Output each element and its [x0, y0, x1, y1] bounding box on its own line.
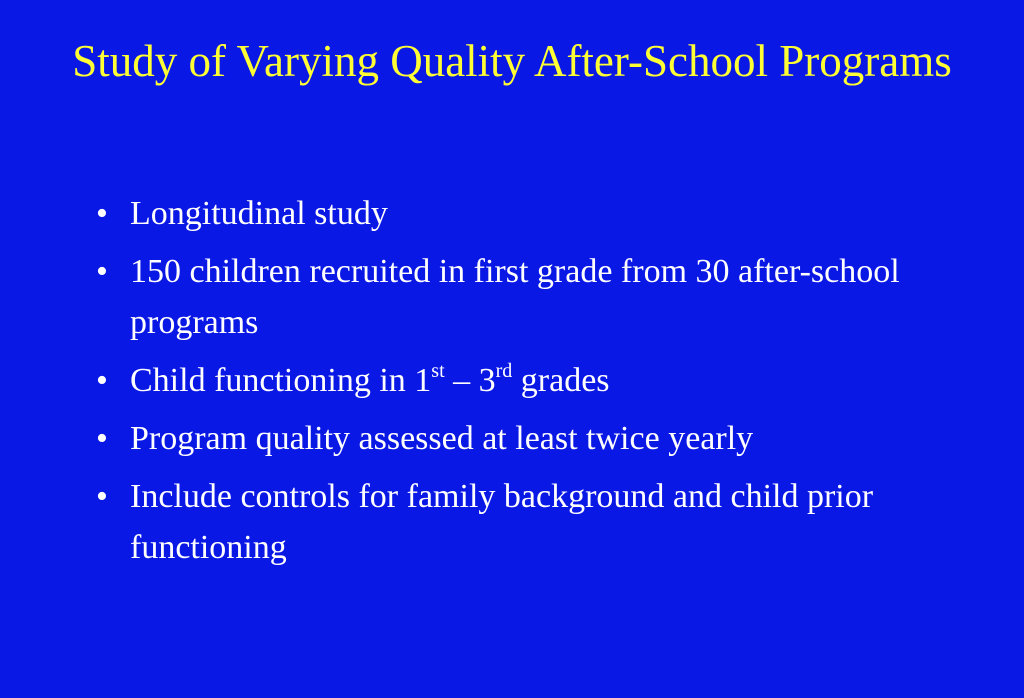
ordinal-suffix: st	[431, 360, 445, 382]
bullet-item-controls	[96, 471, 976, 573]
bullet-icon: •	[96, 362, 108, 399]
bullet-list	[96, 188, 976, 580]
slide-title: Study of Varying Quality After-School Programs	[72, 36, 952, 86]
bullet-text-part: grades	[512, 362, 610, 399]
bullet-text: Include controls for family background and child prior functioning	[130, 478, 874, 566]
bullet-item-longitudinal	[96, 188, 976, 239]
bullet-item-child-functioning	[96, 355, 976, 406]
ordinal-suffix: rd	[495, 360, 513, 382]
bullet-icon: •	[96, 195, 108, 232]
bullet-text: 150 children recruited in first grade from 30 after-school programs	[130, 253, 900, 341]
bullet-item-children-recruited	[96, 246, 976, 348]
bullet-icon: •	[96, 420, 108, 457]
bullet-text-part: – 3	[444, 362, 496, 399]
bullet-icon: •	[96, 478, 108, 515]
bullet-icon: •	[96, 253, 108, 290]
bullet-text: Program quality assessed at least twice yearly	[130, 420, 754, 457]
bullet-text-part: Child functioning in 1	[130, 362, 432, 399]
bullet-text: Longitudinal study	[130, 195, 388, 232]
bullet-item-program-quality	[96, 413, 976, 464]
bullet-text	[130, 362, 610, 399]
